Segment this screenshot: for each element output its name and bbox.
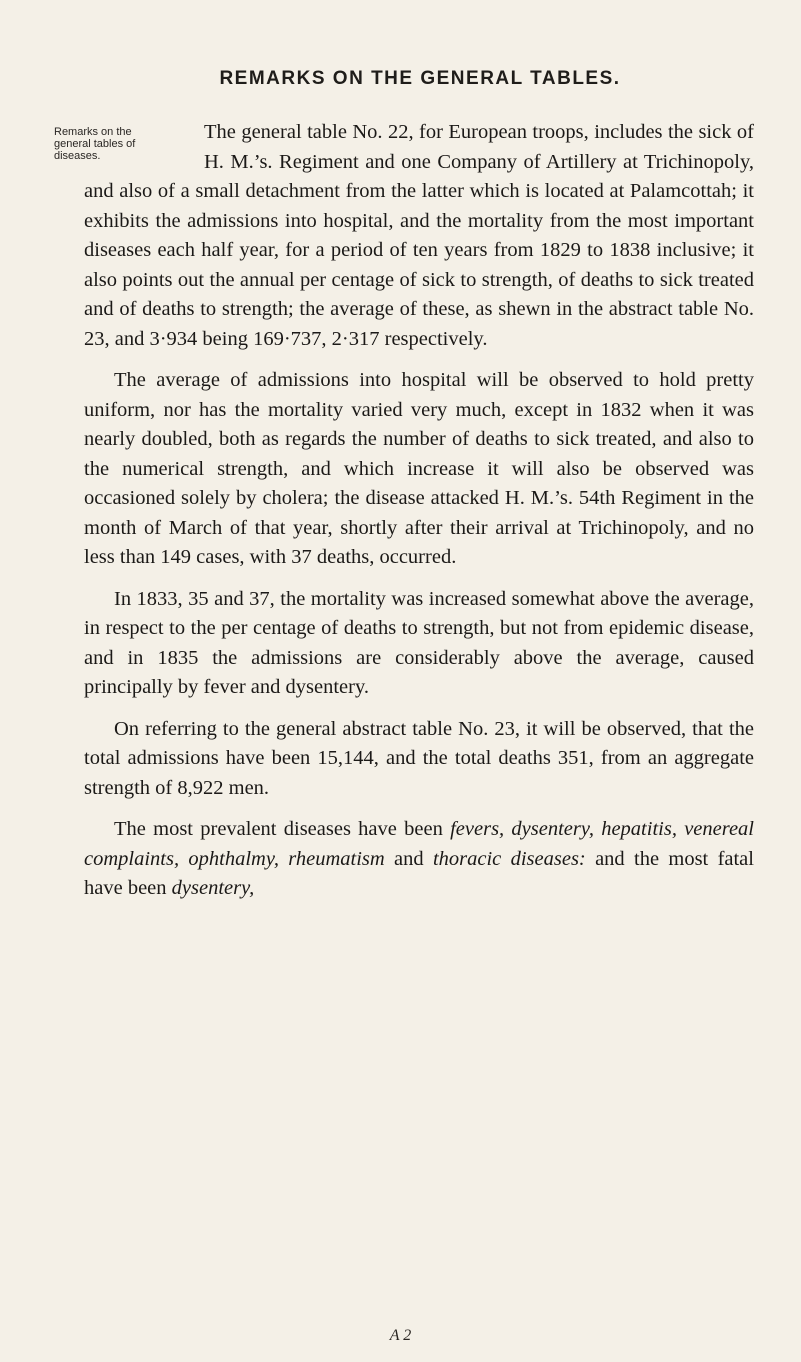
paragraph-5-italic-diseases: fevers, dysentery, hepatitis, venereal complaints, ophthalmy, rheumatism	[84, 818, 755, 870]
paragraph-5-italic-thoracic: thoracic diseases:	[432, 847, 586, 870]
paragraph-5-italic-dysentery: dysentery,	[171, 877, 255, 899]
paragraph-5	[84, 815, 754, 904]
paragraph-2: The average of admissions into hospital will be observed to hold pretty uniform, nor has the mortality varied very much, except in 1832 when it was nearly doubled, both as regards the number of deaths to sick treated, and also to the numerical strength, and which increase it will also be observed was occasioned solely by cholera; the disease attacked H. M.’s. 54th Regiment in the month of March of that year, shortly after their arrival at Trichinopoly, and no less than 149 cases, with 37 deaths, occurred.	[84, 369, 754, 568]
marginal-note: Remarks on the general tables of diseases.	[54, 126, 136, 162]
body-text	[84, 118, 754, 904]
paragraph-1	[84, 118, 754, 354]
paragraph-3: In 1833, 35 and 37, the mortality was increased somewhat above the average, in respect to the per centage of deaths to strength, but not from epidemic disease, and in 1835 the admissions are considerably above the average, caused principally by fever and dysentery.	[84, 587, 754, 698]
running-head: REMARKS ON THE GENERAL TABLES.	[219, 68, 621, 89]
folio-signature: A 2	[389, 1327, 412, 1344]
paragraph-1-text: The general table No. 22, for European troops, includes the sick of H. M.’s. Regiment and one Company of Artillery at Trichinopoly, and also of a small detachment from the latter which is located at Palamcottah; it exhibits the admissions into hospital, and the mortality from the most important diseases each half year, for a period of ten years from 1829 to 1838 inclusive; it also points out the annual per centage of sick to strength, of deaths to sick treated and of deaths to strength; the average of these, as shewn in the abstract table No. 23, and 3·934 being 169·737, 2·317 respectively.	[84, 121, 754, 350]
marginal-note-space	[84, 118, 204, 170]
paragraph-5-mid: and the most fatal have been	[84, 847, 754, 899]
paragraph-5-start: The most prevalent diseases have been	[114, 818, 451, 840]
paragraph-4: On referring to the general abstract table No. 23, it will be observed, that the total admissions have been 15,144, and the total deaths 351, from an aggregate strength of 8,922 men.	[84, 717, 754, 799]
paragraph-5-and: and	[384, 847, 433, 870]
